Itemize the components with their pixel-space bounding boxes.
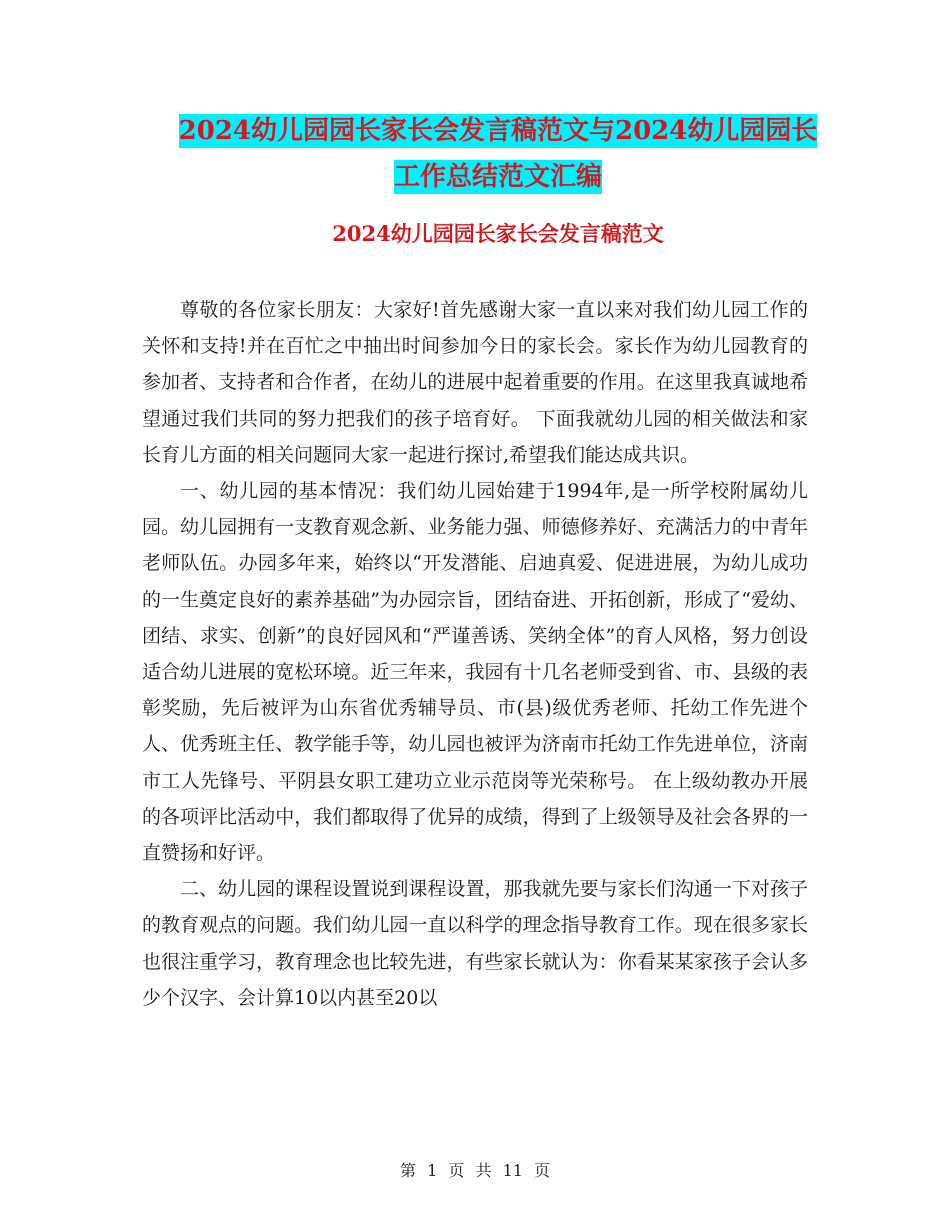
footer-page-mid: 页: [448, 1161, 465, 1180]
page-footer: [0, 1158, 950, 1181]
body-text: [142, 292, 808, 1016]
footer-total-pages: 11: [502, 1161, 523, 1180]
footer-page-number: 1: [427, 1161, 438, 1180]
footer-total-suffix: 页: [534, 1161, 551, 1180]
paragraph-2: 一、幼儿园的基本情况：我们幼儿园始建于1994年,是一所学校附属幼儿园。幼儿园拥有一支教育观念新、业务能力强、师德修养好、充满活力的中青年老师队伍。办园多年来，始终以“开发潜能、启迪真爱、促进进展，为幼儿成功的一生奠定良好的素养基础”为办园宗旨，团结奋进、开拓创新，形成了“爱幼、团结、求实、创新”的良好园风和“严谨善诱、笑纳全体”的育人风格，努力创设适合幼儿进展的宽松环境。近三年来，我园有十几名老师受到省、市、县级的表彰奖励，先后被评为山东省优秀辅导员、市(县)级优秀老师、托幼工作先进个人、优秀班主任、教学能手等，幼儿园也被评为济南市托幼工作先进单位，济南市工人先锋号、平阴县女职工建功立业示范岗等光荣称号。 在上级幼教办开展的各项评比活动中，我们都取得了优异的成绩，得到了上级领导及社会各界的一直赞扬和好评。: [142, 480, 808, 865]
footer-total-prefix: 共: [475, 1161, 492, 1180]
document-title: [140, 108, 856, 200]
document-title-line1: 2024幼儿园园长家长会发言稿范文与2024幼儿园园长: [178, 116, 818, 146]
footer-page-prefix: 第: [399, 1161, 416, 1180]
document-title-line2: 工作总结范文汇编: [393, 162, 602, 192]
paragraph-3: 二、幼儿园的课程设置说到课程设置，那我就先要与家长们沟通一下对孩子的教育观点的问题。我们幼儿园一直以科学的理念指导教育工作。现在很多家长也很注重学习，教育理念也比较先进，有些家长就认为：你看某某家孩子会认多少个汉字、会计算10以内甚至20以: [142, 878, 808, 1009]
section-title: 2024幼儿园园长家长会发言稿范文: [332, 221, 664, 246]
paragraph-1: 尊敬的各位家长朋友：大家好!首先感谢大家一直以来对我们幼儿园工作的关怀和支持!并在百忙之中抽出时间参加今日的家长会。家长作为幼儿园教育的参加者、支持者和合作者，在幼儿的进展中起着重要的作用。在这里我真诚地希望通过我们共同的努力把我们的孩子培育好。 下面我就幼儿园的相关做法和家长育儿方面的相关问题同大家一起进行探讨,希望我们能达成共识。: [142, 299, 808, 466]
